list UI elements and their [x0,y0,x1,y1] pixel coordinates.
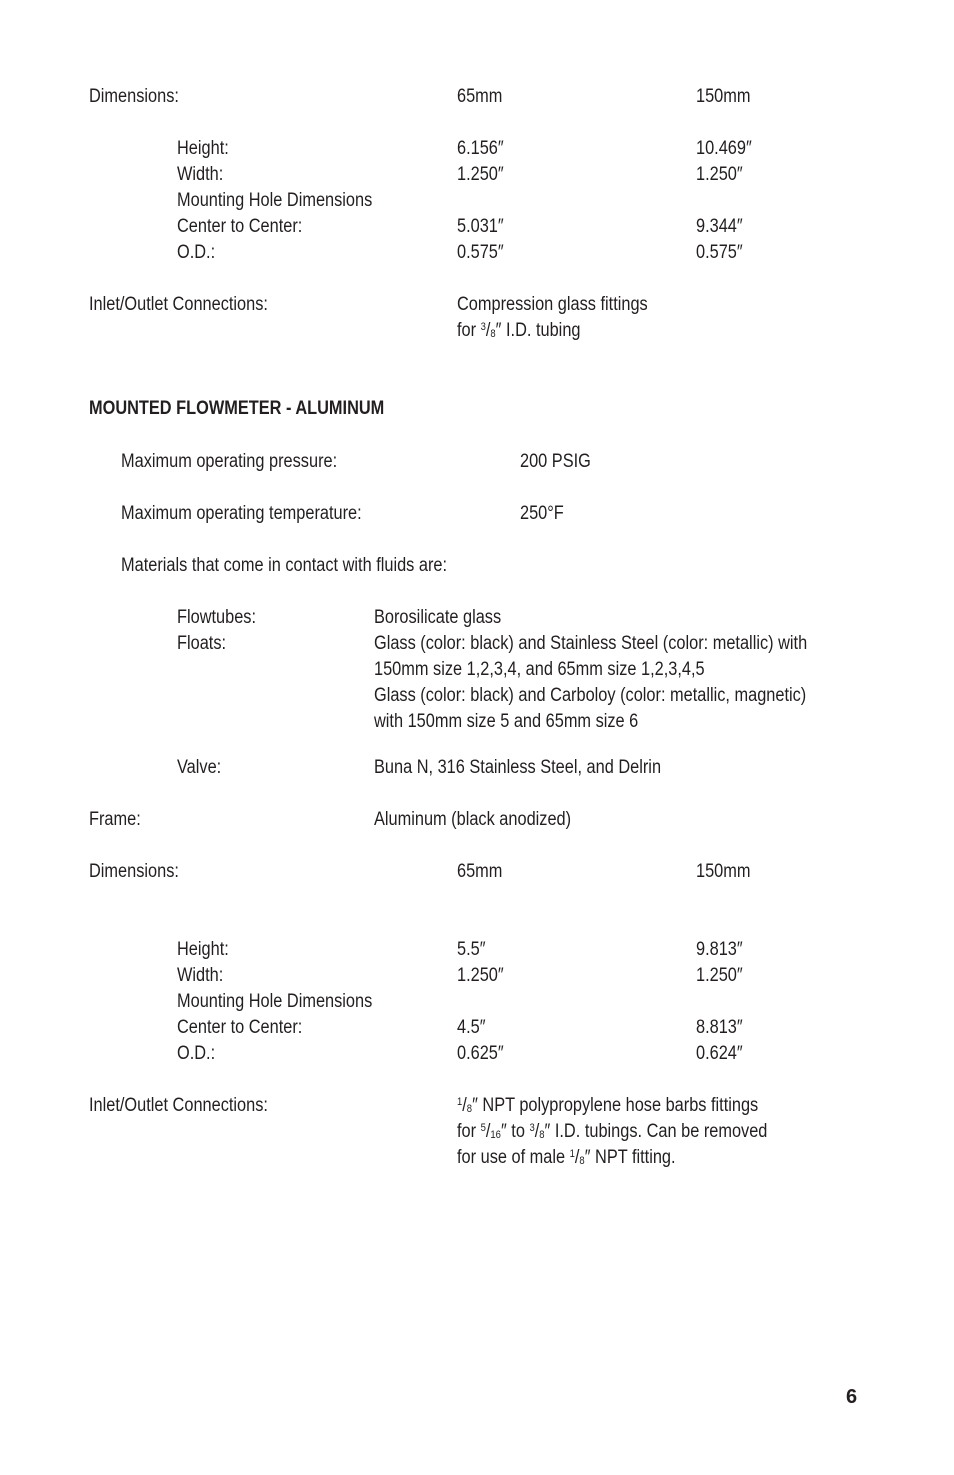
page-number: 6 [846,1386,858,1408]
od-65-value: 0.575″ [457,242,504,263]
column-header-150mm: 150mm [696,86,751,107]
width-label: Width: [177,164,224,185]
floats-line-2: 150mm size 1,2,3,4, and 65mm size 1,2,3,4,5 [374,659,705,680]
valve-value: Buna N, 316 Stainless Steel, and Delrin [374,757,662,778]
frame-value: Aluminum (black anodized) [374,809,572,830]
floats-line-3: Glass (color: black) and Carboloy (color: metallic, magnetic) [374,685,807,706]
floats-line-4: with 150mm size 5 and 65mm size 6 [374,711,639,732]
mounting-hole-label: Mounting Hole Dimensions [177,190,373,211]
floats-line-1: Glass (color: black) and Stainless Steel (color: metallic) with [374,633,808,654]
height-65-value: 6.156″ [457,138,504,159]
temperature-value: 250°F [520,503,564,524]
width-150-value: 1.250″ [696,164,743,185]
section-heading: MOUNTED FLOWMETER - ALUMINUM [89,398,385,419]
height-label-2: Height: [177,939,229,960]
inlet-outlet-line-2-2: for $^5/_{16}''$ to $^3/_8''$ I.D. tubings. Can be removed [457,1121,768,1142]
inlet-outlet-line-1-2: $^1/_8''$ NPT polypropylene hose barbs fittings [457,1095,759,1116]
od-65-value-2: 0.625″ [457,1043,504,1064]
flowtubes-value: Borosilicate glass [374,607,502,628]
width-label-2: Width: [177,965,224,986]
inlet-outlet-line-2: for $^3/_8''$ I.D. tubing [457,320,581,341]
od-150-value-2: 0.624″ [696,1043,743,1064]
floats-label: Floats: [177,633,227,654]
valve-label: Valve: [177,757,222,778]
center-to-center-65-value: 5.031″ [457,216,504,237]
flowtubes-label: Flowtubes: [177,607,257,628]
dimensions-label: Dimensions: [89,86,179,107]
height-150-value-2: 9.813″ [696,939,743,960]
materials-label: Materials that come in contact with fluids are: [121,555,448,576]
height-65-value-2: 5.5″ [457,939,486,960]
frame-label: Frame: [89,809,141,830]
inlet-outlet-label: Inlet/Outlet Connections: [89,294,268,315]
width-65-value-2: 1.250″ [457,965,504,986]
width-150-value-2: 1.250″ [696,965,743,986]
pressure-value: 200 PSIG [520,451,591,472]
inlet-outlet-line-1: Compression glass fittings [457,294,648,315]
column-header-65mm-2: 65mm [457,861,503,882]
od-label-2: O.D.: [177,1043,216,1064]
mounting-hole-label-2: Mounting Hole Dimensions [177,991,373,1012]
width-65-value: 1.250″ [457,164,504,185]
center-to-center-150-value: 9.344″ [696,216,743,237]
height-label: Height: [177,138,229,159]
inlet-outlet-line-3-2: for use of male $^1/_8''$ NPT fitting. [457,1147,676,1168]
od-150-value: 0.575″ [696,242,743,263]
column-header-150mm-2: 150mm [696,861,751,882]
center-to-center-label: Center to Center: [177,216,303,237]
column-header-65mm: 65mm [457,86,503,107]
height-150-value: 10.469″ [696,138,752,159]
od-label: O.D.: [177,242,216,263]
dimensions-label-2: Dimensions: [89,861,179,882]
pressure-label: Maximum operating pressure: [121,451,338,472]
temperature-label: Maximum operating temperature: [121,503,362,524]
center-to-center-150-value-2: 8.813″ [696,1017,743,1038]
inlet-outlet-label-2: Inlet/Outlet Connections: [89,1095,268,1116]
center-to-center-65-value-2: 4.5″ [457,1017,486,1038]
center-to-center-label-2: Center to Center: [177,1017,303,1038]
